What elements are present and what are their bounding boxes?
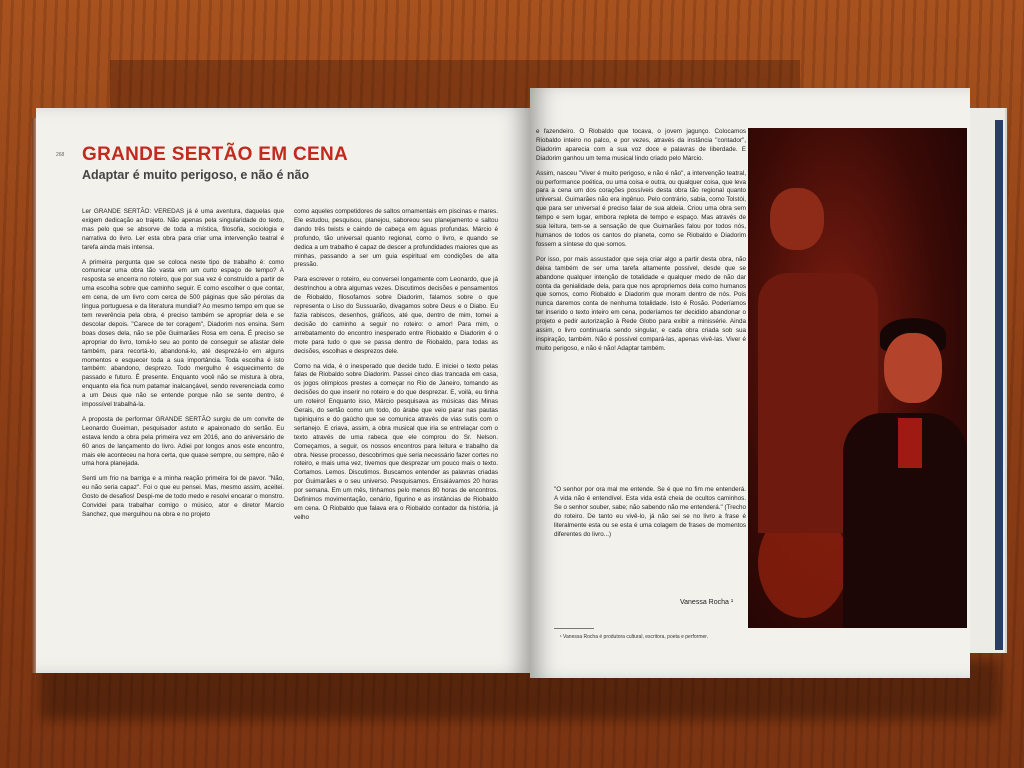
roteiro-quote	[554, 486, 746, 545]
paragraph: como aqueles competidores de saltos ornamentais em piscinas e mares. Ele estudou, pesquisou, planejou, saboreou seu planejamento e saltou dando três twists e caindo de cabeça em águas profundas. Márcio é profundo, tão universal quanto regional, como o livro, e quando se dedica a um trabalho é capaz de descer a profundidades maiores que as minhas, passando a ser um guia espiritual em condições de alta pressão.	[294, 208, 498, 269]
paragraph: Assim, nasceu "Viver é muito perigoso, e não é não", a intervenção teatral, ou performance poética, ou uma coisa e outra, ou qualquer coisa, que leva para a cena um dos corações possíveis desta obra tão regional quanto universal. Guimarães não era ingênuo. Pelo contrário, sabia, como Tolstói, que para ser universal é preciso falar de sua aldeia. Criou uma obra sem tempo e sem lugar, embora repleta de tempo e espaço. Mas através de sua leitura, tem-se a sensação de que Guimarães falou por todos nós, humanos de todos os cantos do planeta, como se Riobaldo e Diadorim fossem a síntese do que somos.	[536, 169, 746, 248]
left-column-1	[82, 208, 284, 526]
performer-actor-head	[884, 333, 942, 403]
article-title: GRANDE SERTÃO EM CENA	[82, 144, 348, 165]
left-page	[36, 108, 530, 673]
right-page	[530, 88, 970, 678]
author-signature: Vanessa Rocha ¹	[680, 599, 734, 606]
paragraph: Como na vida, é o inesperado que decide tudo. E iniciei o texto pelas falas de Riobaldo sobre Diadorim. Passei cinco dias trancada em casa, os jogos olímpicos prestes a começar no Rio de Janeiro, tomando as decisões do que inserir no roteiro e do que desprezar. E, voilà, eu tinha um roteiro! Enquanto isso, Márcio pesquisava as músicas das Minas Gerais, do sertão como um todo, do árabe que veio parar nas pautas tupiniquins e do gaúcho que se comunica através de vias sutis com o sertanejo. E criava, assim, a obra musical que iria se entrelaçar com o texto através de uma rabeca que ele comprou do Sr. Nelson. Começamos, a seguir, os nossos encontros para leitura e trabalho da obra. Nesse processo, descobrimos que seria necessário fazer cortes no roteiro, e mais uma vez, tivemos que desprezar um pouco mais o texto. Cortamos. Lemos. Discutimos. Buscamos entender as palavras criadas por Guimarães e o seu universo. Pesquisamos. Ensaiávamos 20 horas por semana. Em um mês, tínhamos pelo menos 80 horas de encontros. Definimos movimentação, cenário, figurino e as instâncias de Riobaldo em cena. O Riobaldo que falava era o Riobaldo contador da história, já velho	[294, 362, 498, 521]
paragraph: Ler GRANDE SERTÃO: VEREDAS já é uma aventura, daquelas que exigem dedicação ao trajeto. Não apenas pela singularidade do texto, mas pelo que se absorve de toda a mística, filosofia, sociologia e narrativa do livro. Ler esta obra para criar uma intervenção teatral é tarefa ainda mais intensa.	[82, 208, 284, 251]
performer-actor-shirt	[898, 418, 922, 468]
footnote: ¹ Vanessa Rocha é produtora cultural, escritora, poeta e performer.	[560, 634, 709, 640]
page-number-left: 268	[56, 152, 65, 158]
quote-text: "O senhor por ora mal me entende. Se é que no fim me entenderá. A vida não é entendível. Esta vida está cheia de ocultos caminhos. Se o senhor souber, sabe; não sabendo não me entenderá." (Trecho do roteiro. De tanto eu vivê-lo, já não sei se no livro a frase é literalmente esta ou se esta é uma colagem de frases de momentos diferentes do livro...)	[554, 486, 746, 538]
footnote-rule	[554, 628, 594, 629]
performer-guitarist-head	[770, 188, 824, 250]
paragraph: Por isso, por mais assustador que seja criar algo a partir desta obra, não deixa também de ser uma tarefa altamente possível, desde que se abandone qualquer intenção de totalidade e qualquer medo de não dar conta da genialidade dela, para que nos apropriemos dela como humanos que somos, como Riobaldo e Diadorim que moram dentro de nós. Pois nunca daremos conta de nenhuma totalidade. Isto é Rosão. Poderíamos ter inserido o texto inteiro em cena, poderíamos ter decidido abandonar o projeto e pedir autorização à Rede Globo para exibir a minissérie. Ainda assim, o livro continuaria sendo singular, e cada obra criada sob sua inspiração, também. Não é possível compará-las, apenas vivê-las. Viver é muito perigoso, e não é não! Adaptar também.	[536, 255, 746, 352]
paragraph: e fazendeiro. O Riobaldo que tocava, o jovem jagunço. Colocamos Riobaldo inteiro no palco, e por vezes, através da instância "contador", Diadorim aparecia com a sua voz doce e palavras de liberdade. E Diadorim ganhou um tema musical lindo criado pelo Márcio.	[536, 128, 746, 162]
left-column-2	[294, 208, 498, 529]
paragraph: Senti um frio na barriga e a minha reação primeira foi de pavor. "Não, eu não seria capaz". Foi o que eu pensei. Mas, mesmo assim, aceitei. Gosto de desafios! Despi-me de todo medo e resolvi encarar o monstro. Convidei para trabalhar comigo o músico, ator e diretor Marcio Sanchez, que mergulhou na obra e no projeto	[82, 475, 284, 518]
performance-photo	[748, 128, 967, 628]
right-column	[536, 128, 746, 360]
paragraph: Para escrever o roteiro, eu conversei longamente com Leonardo, que já destrinchou a obra algumas vezes. Discutimos decisões e pensamentos de Riobaldo, filosofamos sobre Diadorim, falamos sobre o que representa o Liso do Sussuarão, divagamos sobre Deus e o Diabo. Eu fazia rabiscos, desenhos, gráficos, até que, dentro de mim, tomei a decisão do caminho a seguir no roteiro: o amor! Para mim, o arrebatamento do encontro inesperado entre Riobaldo e Diadorim é o mote para tudo o que se passa dentro de Riobaldo, para todas as decisões, escolhas e desprezos dele.	[294, 276, 498, 355]
paragraph: A proposta de performar GRANDE SERTÃO surgiu de um convite de Leonardo Gueiman, pesquisador astuto e apaixonado do sertão. Eu estava lendo a obra pela primeira vez em 2016, ano do aniversário de 60 anos de lançamento do livro. Adiei por longos anos este encontro, mais ele aconteceu na hora certa, que quase sempre, ou sempre, não é uma hora planejada.	[82, 415, 284, 468]
article-subtitle: Adaptar é muito perigoso, e não é não	[82, 168, 310, 182]
paragraph: A primeira pergunta que se coloca neste tipo de trabalho é: como comunicar uma obra tão vasta em um curto espaço de tempo? A resposta se encerra no roteiro, que por sua vez é construído a partir de uma escolha sobre que caminho seguir. E como escolher o que contar, em cena, de um livro com cerca de 500 páginas que são pérolas da língua portuguesa e da literatura mundial? Ao mesmo tempo em que se tem reverência pela obra, é preciso também se apropriar dela e se descolar depois. "Carece de ter coragem", Diadorim nos ensina. Sem boas doses dela, não se põe Guimarães Rosa em cena. É preciso se apropriar do livro, tomá-lo seu ao ponto de conseguir se afastar dele também, para recortá-lo, abandoná-lo, até desprezá-lo em alguns momentos e esquecer toda a sua importância. Toda escolha é isto também: abandono, desprezo. Todo mergulho é esquecimento de passado e futuro. É presente. Enquanto você não se mistura à obra, enquanto ela fica num patamar inalcançável, sendo reverenciada como a um Deus que não se entende porque não se sente dentro, é impossível trabalhá-la.	[82, 258, 284, 409]
book-cover-edge	[995, 120, 1003, 650]
